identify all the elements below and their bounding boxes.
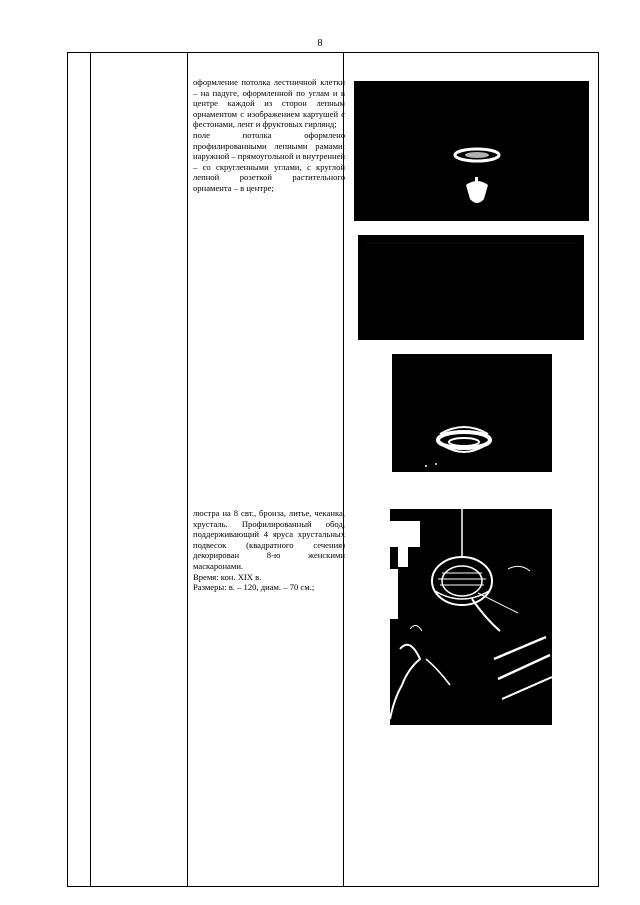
column-divider-2 [187, 53, 188, 886]
ceiling-rosette-photo [354, 81, 589, 221]
chandelier-description: люстра на 8 свт., бронза, литье, чеканка, хрусталь. Профилированный обод, поддерживающий 4 яруса хрустальных подвесок (квадратного сечения) декорирован 8-ю женскими маскаронами. Время: кон. XIX в. Размеры: в. – 120, диам. – 70 см.; [193, 508, 345, 593]
column-divider-1 [90, 53, 91, 886]
ceiling-frame-photo [358, 235, 584, 340]
ceiling-rosette-closeup-photo [392, 354, 552, 472]
ceiling-description: оформление потолка лестничной клетки – на падуге, оформленной по углам и в центре каждой из сторон лепным орнаментом с изображением картушей с фестонами, лент и фруктовых гирлянд; поле потолка оформлено профилированными лепными рамами: наружной – прямоугольной и внутренней – со скругленными углами, с круглой лепной розеткой растительного орнамента – в центре; [193, 77, 345, 193]
page-number: 8 [317, 38, 323, 49]
chandelier-photo [390, 509, 552, 725]
table-frame [67, 52, 599, 887]
